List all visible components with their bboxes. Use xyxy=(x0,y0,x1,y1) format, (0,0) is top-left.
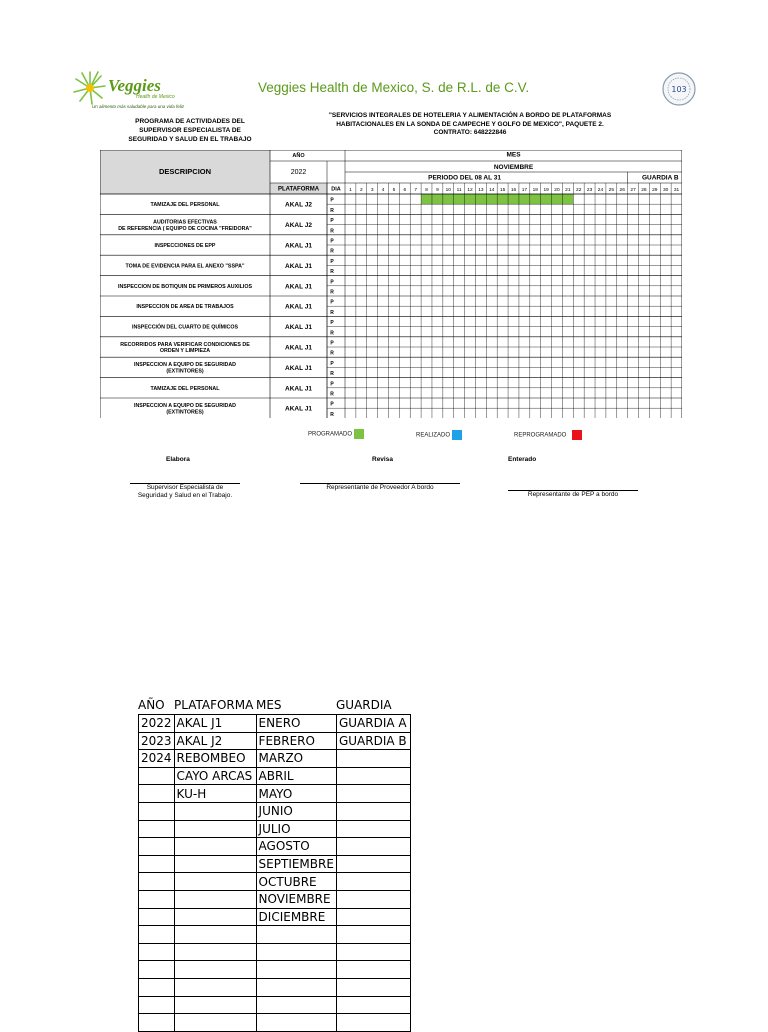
activity-description: INSPECCIONES DE EPP xyxy=(154,243,216,249)
day-number: 18 xyxy=(532,188,538,193)
day-number: 15 xyxy=(499,188,506,193)
activity-description: (EXTINTORES) xyxy=(166,368,204,375)
lookup-anio-cell xyxy=(139,1014,175,1032)
lookup-plataforma-cell xyxy=(174,873,256,891)
company-name: Veggies Health de Mexico, S. de R.L. de C.V. xyxy=(258,80,530,95)
lookup-plataforma-cell xyxy=(174,890,256,908)
plataforma-header: PLATAFORMA xyxy=(277,186,320,193)
lookup-anio-cell xyxy=(139,978,175,996)
legend-realizado-label: REALIZADO xyxy=(416,432,451,439)
lookup-anio-cell xyxy=(139,838,175,856)
contract-number: CONTRATO: 648222846 xyxy=(433,129,507,136)
lookup-mes-cell xyxy=(256,961,336,979)
lookup-mes-cell: AGOSTO xyxy=(256,838,336,856)
lookup-anio-cell xyxy=(139,767,175,785)
programmed-row-label: P xyxy=(330,218,334,225)
lookup-plataforma-cell: KU-H xyxy=(174,785,256,803)
programmed-row-label: P xyxy=(330,381,334,388)
lookup-guardia-cell xyxy=(336,838,410,856)
lookup-guardia-cell xyxy=(336,943,410,961)
lookup-header-mes: MES xyxy=(256,698,282,712)
lookup-row xyxy=(139,802,411,820)
legend-realizado xyxy=(416,430,462,440)
lookup-guardia-cell xyxy=(336,961,410,979)
realized-row-label: R xyxy=(330,350,334,357)
lookup-row xyxy=(139,961,411,979)
program-title-line: SUPERVISOR ESPECIALISTA DE xyxy=(139,127,241,134)
programmed-row-label: P xyxy=(330,401,334,408)
lookup-plataforma-cell xyxy=(174,926,256,944)
programmed-cell xyxy=(530,194,541,204)
program-title-line: PROGRAMA DE ACTIVIDADES DEL xyxy=(135,118,245,125)
activity-platform: AKAL J1 xyxy=(285,405,312,413)
realized-row-label: R xyxy=(330,330,334,337)
day-number: 8 xyxy=(425,188,428,193)
services-title-line: HABITACIONALES EN LA SONDA DE CAMPECHE Y GOLFO DE MEXICO", PAQUETE 2. xyxy=(336,120,604,128)
lookup-guardia-cell xyxy=(336,820,410,838)
lookup-plataforma-cell xyxy=(174,908,256,926)
programmed-cell xyxy=(541,194,552,204)
lookup-guardia-cell xyxy=(336,908,410,926)
activity-platform: AKAL J1 xyxy=(285,344,312,352)
lookup-guardia-cell xyxy=(336,750,410,768)
lookup-mes-cell: JUNIO xyxy=(256,802,336,820)
day-number: 22 xyxy=(576,188,582,193)
lookup-guardia-cell xyxy=(336,978,410,996)
activity-description: TOMA DE EVIDENCIA PARA EL ANEXO "SSPA" xyxy=(125,263,245,270)
lookup-plataforma-cell xyxy=(174,996,256,1014)
activity-description: TAMIZAJE DEL PERSONAL xyxy=(150,202,220,209)
anio-label: AÑO xyxy=(292,153,305,159)
lookup-guardia-cell xyxy=(336,785,410,803)
lookup-mes-cell: JULIO xyxy=(256,820,336,838)
lookup-mes-cell xyxy=(256,996,336,1014)
dia-header: DIA xyxy=(331,186,341,193)
lookup-mes-cell xyxy=(256,978,336,996)
programmed-row-label: P xyxy=(330,258,334,265)
day-number: 6 xyxy=(403,188,407,193)
programmed-row-label: P xyxy=(330,340,334,347)
day-number: 24 xyxy=(597,188,604,193)
day-number: 2 xyxy=(359,188,363,193)
programado-swatch xyxy=(354,429,364,439)
lookup-anio-cell: 2024 xyxy=(139,750,175,768)
lookup-row xyxy=(139,873,411,891)
activity-schedule-grid xyxy=(100,150,682,418)
lookup-plataforma-cell xyxy=(174,978,256,996)
day-number: 5 xyxy=(392,188,396,193)
lookup-row xyxy=(139,820,411,838)
lookup-plataforma-cell xyxy=(174,820,256,838)
program-title xyxy=(100,117,280,144)
day-number: 14 xyxy=(489,188,495,193)
month-label: NOVIEMBRE xyxy=(493,164,534,171)
day-number: 25 xyxy=(608,188,615,193)
logo-wordmark: Veggies xyxy=(108,76,161,95)
realized-row-label: R xyxy=(330,269,334,276)
programmed-row-label: P xyxy=(330,238,334,245)
activity-description: INSPECCION DE BOTIQUIN DE PRIMEROS AUXILIOS xyxy=(117,283,253,290)
programmed-cell xyxy=(497,194,508,204)
lookup-mes-cell: MARZO xyxy=(256,750,336,768)
pep-signature xyxy=(508,490,638,498)
lookup-row xyxy=(139,1014,411,1032)
lookup-plataforma-cell xyxy=(174,855,256,873)
realized-row-label: R xyxy=(330,411,334,418)
lookup-anio-cell xyxy=(139,943,175,961)
activity-platform: AKAL J1 xyxy=(285,364,312,372)
lookup-anio-cell xyxy=(139,802,175,820)
lookup-anio-cell xyxy=(139,820,175,838)
programmed-cell xyxy=(486,194,497,204)
realized-row-label: R xyxy=(330,289,334,296)
lookup-row xyxy=(139,785,411,803)
lookup-row xyxy=(139,890,411,908)
lookup-guardia-cell xyxy=(336,926,410,944)
activity-description: INSPECCION A EQUIPO DE SEGURIDAD xyxy=(133,362,237,369)
lookup-mes-cell: DICIEMBRE xyxy=(256,908,336,926)
day-number: 30 xyxy=(663,188,669,193)
programmed-cell xyxy=(465,194,476,204)
legend-programado xyxy=(308,429,364,439)
lookup-row xyxy=(139,732,411,750)
program-title-line: SEGURIDAD Y SALUD EN EL TRABAJO xyxy=(128,136,252,143)
realized-row-label: R xyxy=(330,391,334,398)
programmed-row-label: P xyxy=(330,360,334,367)
day-number: 1 xyxy=(349,188,352,193)
lookup-anio-cell xyxy=(139,873,175,891)
lookup-guardia-cell xyxy=(336,855,410,873)
anio-value: 2022 xyxy=(290,169,307,176)
programmed-cell xyxy=(519,194,530,204)
lookup-anio-cell: 2022 xyxy=(139,715,175,733)
activity-platform: AKAL J1 xyxy=(285,283,312,291)
lookup-row xyxy=(139,978,411,996)
activity-platform: AKAL J1 xyxy=(285,242,312,250)
day-number: 16 xyxy=(510,188,517,193)
day-number: 9 xyxy=(436,188,439,193)
lookup-plataforma-cell xyxy=(174,943,256,961)
activity-platform: AKAL J2 xyxy=(285,222,312,230)
activity-description: AUDITORIAS EFECTIVAS xyxy=(153,219,217,226)
day-number: 10 xyxy=(445,188,451,193)
day-number: 7 xyxy=(414,188,417,193)
activity-description: INSPECCIÓN DEL CUARTO DE QUÍMICOS xyxy=(131,324,239,331)
lookup-mes-cell: OCTUBRE xyxy=(256,873,336,891)
programmed-cell xyxy=(432,194,443,204)
lookup-anio-cell xyxy=(139,890,175,908)
lookup-guardia-cell: GUARDIA B xyxy=(336,732,410,750)
lookup-row xyxy=(139,926,411,944)
legend-programado-label: PROGRAMADO xyxy=(308,431,353,438)
lookup-anio-cell xyxy=(139,926,175,944)
activity-platform: AKAL J2 xyxy=(285,201,312,209)
lookup-mes-cell xyxy=(256,926,336,944)
lookup-plataforma-cell xyxy=(174,838,256,856)
day-number: 4 xyxy=(381,188,385,193)
proveedor-label: Representante de Proveedor A bordo xyxy=(326,484,434,491)
lookup-guardia-cell: GUARDIA A xyxy=(336,715,410,733)
descripcion-header: DESCRIPCION xyxy=(158,167,212,176)
programmed-row-label: P xyxy=(330,279,334,286)
day-number: 20 xyxy=(554,188,560,193)
activity-description: INSPECCION DE AREA DE TRABAJOS xyxy=(136,304,234,311)
lookup-mes-cell: NOVIEMBRE xyxy=(256,890,336,908)
lookup-guardia-cell xyxy=(336,802,410,820)
programmed-cell xyxy=(552,194,563,204)
activity-description: DE REFERENCIA ( EQUIPO DE COCINA "FREIDORA" xyxy=(118,225,252,232)
activity-platform: AKAL J1 xyxy=(285,262,312,270)
lookup-row xyxy=(139,838,411,856)
legend-reprogramado xyxy=(514,430,582,440)
lookup-header-anio: AÑO xyxy=(138,698,165,712)
certification-seal-icon xyxy=(661,71,697,107)
lookup-table xyxy=(138,714,411,1032)
realized-row-label: R xyxy=(330,309,334,316)
programmed-cell xyxy=(443,194,454,204)
lookup-mes-cell: ABRIL xyxy=(256,767,336,785)
lookup-plataforma-cell: CAYO ARCAS xyxy=(174,767,256,785)
lookup-mes-cell: FEBRERO xyxy=(256,732,336,750)
logo-subtext: Health de Mexico xyxy=(136,94,175,100)
period-label: PERIODO DEL 08 AL 31 xyxy=(428,174,502,182)
day-number: 21 xyxy=(565,188,571,193)
activity-platform: AKAL J1 xyxy=(285,385,312,393)
lookup-guardia-cell xyxy=(336,890,410,908)
lookup-row xyxy=(139,715,411,733)
reprogramado-swatch xyxy=(572,430,582,440)
lookup-mes-cell: MAYO xyxy=(256,785,336,803)
lookup-guardia-cell xyxy=(336,996,410,1014)
day-number: 3 xyxy=(370,188,374,193)
day-number: 12 xyxy=(467,188,473,193)
day-number: 31 xyxy=(673,188,680,193)
svg-text:103: 103 xyxy=(671,85,687,94)
lookup-guardia-cell xyxy=(336,1014,410,1032)
lookup-mes-cell xyxy=(256,1014,336,1032)
day-number: 11 xyxy=(456,188,462,193)
legend-reprogramado-label: REPROGRAMADO xyxy=(514,432,567,439)
enterado-label: Enterado xyxy=(508,456,537,463)
lookup-anio-cell xyxy=(139,961,175,979)
lookup-plataforma-cell xyxy=(174,961,256,979)
mes-header: MES xyxy=(506,151,521,159)
lookup-plataforma-cell: AKAL J1 xyxy=(174,715,256,733)
supervisor-line2: Seguridad y Salud en el Trabajo. xyxy=(137,492,233,499)
lookup-guardia-cell xyxy=(336,767,410,785)
logo-tagline: Un alimento más saludable para una vida feliz xyxy=(92,104,185,109)
programmed-row-label: P xyxy=(330,320,334,327)
realized-row-label: R xyxy=(330,371,334,378)
lookup-mes-cell: SEPTIEMBRE xyxy=(256,855,336,873)
lookup-anio-cell xyxy=(139,908,175,926)
lookup-anio-cell xyxy=(139,996,175,1014)
lookup-anio-cell xyxy=(139,785,175,803)
lookup-header-guardia: GUARDIA xyxy=(336,698,392,712)
day-number: 17 xyxy=(521,188,528,193)
programmed-row-label: P xyxy=(330,299,334,306)
lookup-row xyxy=(139,996,411,1014)
activity-platform: AKAL J1 xyxy=(285,324,312,332)
lookup-guardia-cell xyxy=(336,873,410,891)
day-number: 26 xyxy=(619,188,625,193)
lookup-row xyxy=(139,750,411,768)
realizado-swatch xyxy=(452,430,462,440)
activity-description: (EXTINTORES) xyxy=(166,409,204,416)
realized-row-label: R xyxy=(330,207,334,214)
revisa-label: Revisa xyxy=(372,456,393,463)
activity-description: ORDEN Y LIMPIEZA xyxy=(159,348,211,355)
lookup-plataforma-cell: AKAL J2 xyxy=(174,732,256,750)
lookup-row xyxy=(139,767,411,785)
lookup-mes-cell: ENERO xyxy=(256,715,336,733)
programmed-cell xyxy=(454,194,465,204)
activity-platform: AKAL J1 xyxy=(285,303,312,311)
services-title xyxy=(290,112,650,138)
activity-description: INSPECCION A EQUIPO DE SEGURIDAD xyxy=(133,403,237,409)
services-title-line: "SERVICIOS INTEGRALES DE HOTELERIA Y ALIMENTACIÓN A BORDO DE PLATAFORMAS xyxy=(328,112,612,119)
programmed-cell xyxy=(421,194,432,204)
activity-description: TAMIZAJE DEL PERSONAL xyxy=(150,385,220,392)
programmed-cell xyxy=(475,194,486,204)
programmed-cell xyxy=(508,194,519,204)
lookup-anio-cell: 2023 xyxy=(139,732,175,750)
day-number: 19 xyxy=(543,188,549,193)
supervisor-signature xyxy=(110,483,260,500)
day-number: 13 xyxy=(478,188,484,193)
proveedor-signature xyxy=(300,483,460,491)
day-number: 29 xyxy=(652,188,658,193)
guardia-label: GUARDIA B xyxy=(641,174,679,182)
realized-row-label: R xyxy=(330,228,334,235)
lookup-anio-cell xyxy=(139,855,175,873)
day-number: 27 xyxy=(630,188,636,193)
realized-row-label: R xyxy=(330,248,334,255)
lookup-plataforma-cell xyxy=(174,1014,256,1032)
day-number: 23 xyxy=(586,188,593,193)
supervisor-line1: Supervisor Especialista de xyxy=(146,484,224,491)
lookup-header-plataforma: PLATAFORMA xyxy=(174,698,254,712)
lookup-row xyxy=(139,855,411,873)
lookup-row xyxy=(139,908,411,926)
lookup-row xyxy=(139,943,411,961)
day-number: 28 xyxy=(641,188,647,193)
elabora-label: Elabora xyxy=(166,456,190,463)
activity-description: RECORRIDOS PARA VERIFICAR CONDICIONES DE xyxy=(120,341,250,348)
programmed-cell xyxy=(562,194,573,204)
lookup-plataforma-cell xyxy=(174,802,256,820)
programmed-row-label: P xyxy=(330,197,334,204)
pep-label: Representante de PEP a bordo xyxy=(527,491,619,498)
lookup-plataforma-cell: REBOMBEO xyxy=(174,750,256,768)
lookup-mes-cell xyxy=(256,943,336,961)
